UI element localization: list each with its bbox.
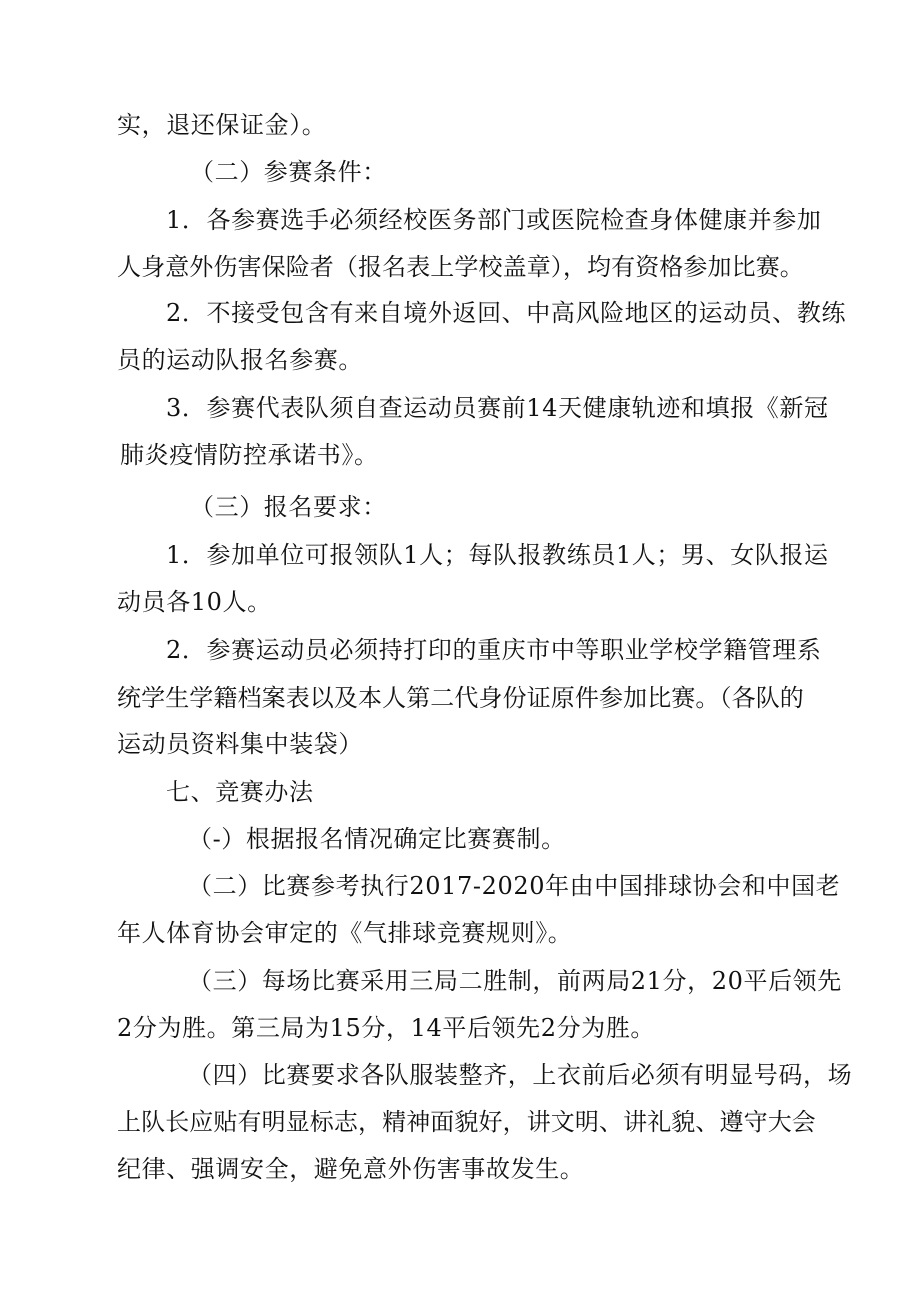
section-heading-registration: （三）报名要求： (190, 493, 387, 521)
text-line: 2．不接受包含有来自境外返回、中高风险地区的运动员、教练 (166, 299, 847, 327)
text-line: 动员各10人。 (117, 588, 272, 616)
section-heading-conditions: （二）参赛条件： (190, 158, 387, 186)
text-line: （二）比赛参考执行2017-2020年由中国排球协会和中国老 (188, 872, 841, 900)
text-line: 3．参赛代表队须自查运动员赛前14天健康轨迹和填报《新冠 (166, 394, 829, 422)
text-line: 纪律、强调安全，避免意外伤害事故发生。 (117, 1155, 585, 1183)
text-line: 肺炎疫情防控承诺书》。 (120, 441, 379, 469)
text-line: 员的运动队报名参赛。 (117, 346, 363, 374)
text-line: 实，退还保证金）。 (117, 111, 327, 139)
text-line: 上队长应贴有明显标志，精神面貌好，讲文明、讲礼貌、遵守大会 (117, 1108, 816, 1136)
text-line: 2．参赛运动员必须持打印的重庆市中等职业学校学籍管理系 (166, 636, 822, 664)
text-line: 2分为胜。第三局为15分，14平后领先2分为胜。 (117, 1014, 656, 1042)
text-line: 运动员资料集中装袋） (117, 730, 363, 758)
text-line: 1．参加单位可报领队1人；每队报教练员1人；男、女队报运 (166, 541, 829, 569)
text-line: 统学生学籍档案表以及本人第二代身份证原件参加比赛。（各队的 (117, 684, 804, 712)
text-line: 年人体育协会审定的《气排球竞赛规则》。 (117, 919, 573, 947)
text-line: （三）每场比赛采用三局二胜制，前两局21分，20平后领先 (188, 967, 842, 995)
text-line: 1．各参赛选手必须经校医务部门或医院检查身体健康并参加 (166, 206, 822, 234)
section-heading-competition-method: 七、竞赛办法 (166, 778, 314, 806)
text-line: 人身意外伤害保险者（报名表上学校盖章），均有资格参加比赛。 (117, 253, 804, 281)
text-line: （四）比赛要求各队服装整齐，上衣前后必须有明显号码，场 (188, 1061, 853, 1089)
text-line: （-）根据报名情况确定比赛赛制。 (188, 825, 566, 853)
